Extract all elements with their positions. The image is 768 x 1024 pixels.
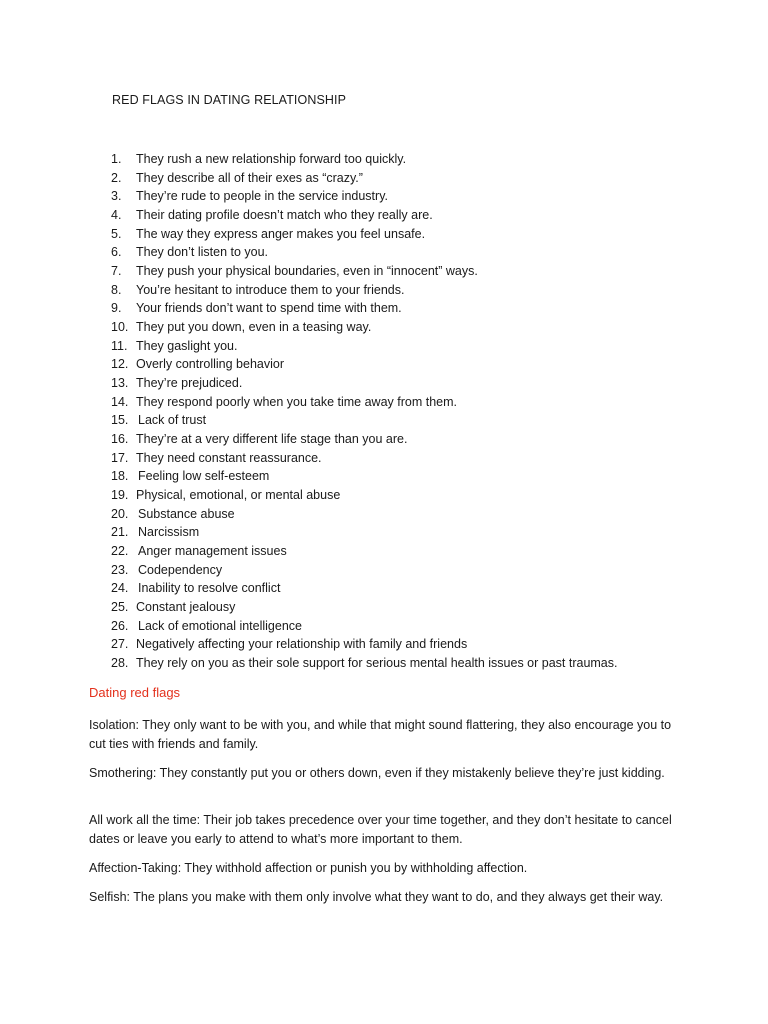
list-item-number: 10. xyxy=(111,320,129,335)
paragraph-selfish: Selfish: The plans you make with them only involve what they want to do, and they always get their way. xyxy=(89,890,664,904)
list-item xyxy=(0,337,768,356)
list-item xyxy=(0,542,768,561)
list-item xyxy=(0,318,768,337)
list-item-text: Narcissism xyxy=(138,525,200,540)
list-item-text: They push your physical boundaries, even in “innocent” ways. xyxy=(136,264,478,279)
list-item-text: Codependency xyxy=(138,562,223,577)
list-item xyxy=(0,617,768,636)
list-item-number: 9. xyxy=(111,301,122,316)
list-item xyxy=(0,262,768,281)
list-item-text: The way they express anger makes you feel unsafe. xyxy=(136,226,426,241)
list-item-number: 8. xyxy=(111,282,122,297)
list-item-number: 3. xyxy=(111,189,122,204)
list-item-text: Overly controlling behavior xyxy=(136,357,284,372)
list-item xyxy=(0,206,768,225)
list-item-text: Inability to resolve conflict xyxy=(138,581,281,596)
list-item-text: Constant jealousy xyxy=(136,600,236,615)
list-item-number: 20. xyxy=(111,506,129,521)
list-item-number: 23. xyxy=(111,562,129,577)
list-item-number: 13. xyxy=(111,376,129,391)
list-item-number: 16. xyxy=(111,432,129,447)
list-item xyxy=(0,598,768,617)
list-item-number: 4. xyxy=(111,208,122,223)
list-item-number: 5. xyxy=(111,226,122,241)
list-item xyxy=(0,467,768,486)
list-item-text: Lack of emotional intelligence xyxy=(138,618,302,633)
list-item-text: They respond poorly when you take time away from them. xyxy=(136,394,457,409)
list-item xyxy=(0,486,768,505)
list-item-number: 24. xyxy=(111,581,129,596)
list-item xyxy=(0,411,768,430)
list-item-text: Negatively affecting your relationship with family and friends xyxy=(136,637,468,652)
paragraph-all-work: All work all the time: Their job takes precedence over your time together, and they don’t hesitate to cancel dates or leave you early to attend to what’s more important to them. xyxy=(89,813,672,846)
list-item xyxy=(0,355,768,374)
list-item xyxy=(0,561,768,580)
list-item-number: 22. xyxy=(111,544,129,559)
list-item-text: Feeling low self-esteem xyxy=(138,469,270,484)
list-item-number: 6. xyxy=(111,245,122,260)
list-item xyxy=(0,225,768,244)
list-item-text: You’re hesitant to introduce them to your friends. xyxy=(136,282,405,297)
list-item-text: They don’t listen to you. xyxy=(136,245,269,260)
list-item-number: 26. xyxy=(111,618,129,633)
section-heading: Dating red flags xyxy=(89,685,181,700)
list-item-number: 25. xyxy=(111,600,129,615)
list-item-number: 28. xyxy=(111,656,129,671)
list-item-text: They need constant reassurance. xyxy=(136,450,322,465)
list-item-number: 12. xyxy=(111,357,129,372)
list-item-text: Lack of trust xyxy=(138,413,207,428)
document-title: RED FLAGS IN DATING RELATIONSHIP xyxy=(112,93,347,107)
list-item-number: 18. xyxy=(111,469,129,484)
list-item-text: They’re prejudiced. xyxy=(136,376,243,391)
list-item-text: They describe all of their exes as “crazy.” xyxy=(136,170,363,185)
list-item-number: 21. xyxy=(111,525,129,540)
list-item-text: Your friends don’t want to spend time with them. xyxy=(136,301,402,316)
list-item xyxy=(0,654,768,673)
list-item-number: 27. xyxy=(111,637,129,652)
list-item-number: 15. xyxy=(111,413,129,428)
list-item xyxy=(0,150,768,169)
list-item-number: 11. xyxy=(111,338,128,353)
list-item-text: Substance abuse xyxy=(138,506,235,521)
list-item-text: Their dating profile doesn’t match who they really are. xyxy=(136,208,433,223)
list-item-number: 7. xyxy=(111,264,122,279)
list-item-text: Anger management issues xyxy=(138,544,287,559)
list-item xyxy=(0,430,768,449)
list-item xyxy=(0,635,768,654)
list-item-number: 14. xyxy=(111,394,129,409)
list-item xyxy=(0,374,768,393)
list-item xyxy=(0,281,768,300)
list-item xyxy=(0,579,768,598)
list-item-number: 17. xyxy=(111,450,129,465)
list-item xyxy=(0,169,768,188)
list-item-number: 1. xyxy=(111,152,122,166)
list-item xyxy=(0,187,768,206)
list-item-number: 19. xyxy=(111,488,129,503)
list-item xyxy=(0,449,768,468)
list-item xyxy=(0,243,768,262)
paragraph-affection-taking: Affection-Taking: They withhold affection or punish you by withholding affection. xyxy=(89,861,528,875)
list-item-text: Physical, emotional, or mental abuse xyxy=(136,488,341,503)
paragraph-isolation: Isolation: They only want to be with you, and while that might sound flattering, they also encourage you to cut ties with friends and family. xyxy=(89,718,672,751)
red-flags-list xyxy=(0,150,768,673)
list-item-text: They put you down, even in a teasing way. xyxy=(136,320,372,335)
list-item-number: 2. xyxy=(111,170,122,185)
list-item-text: They rush a new relationship forward too quickly. xyxy=(136,152,407,166)
list-item-text: They rely on you as their sole support for serious mental health issues or past traumas. xyxy=(136,656,618,671)
list-item-text: They gaslight you. xyxy=(136,338,238,353)
list-item xyxy=(0,299,768,318)
list-item xyxy=(0,393,768,412)
list-item-text: They’re rude to people in the service industry. xyxy=(136,189,388,204)
list-item xyxy=(0,523,768,542)
list-item-text: They’re at a very different life stage than you are. xyxy=(136,432,408,447)
list-item xyxy=(0,505,768,524)
paragraph-smothering: Smothering: They constantly put you or others down, even if they mistakenly believe they’re just kidding. xyxy=(89,766,665,780)
